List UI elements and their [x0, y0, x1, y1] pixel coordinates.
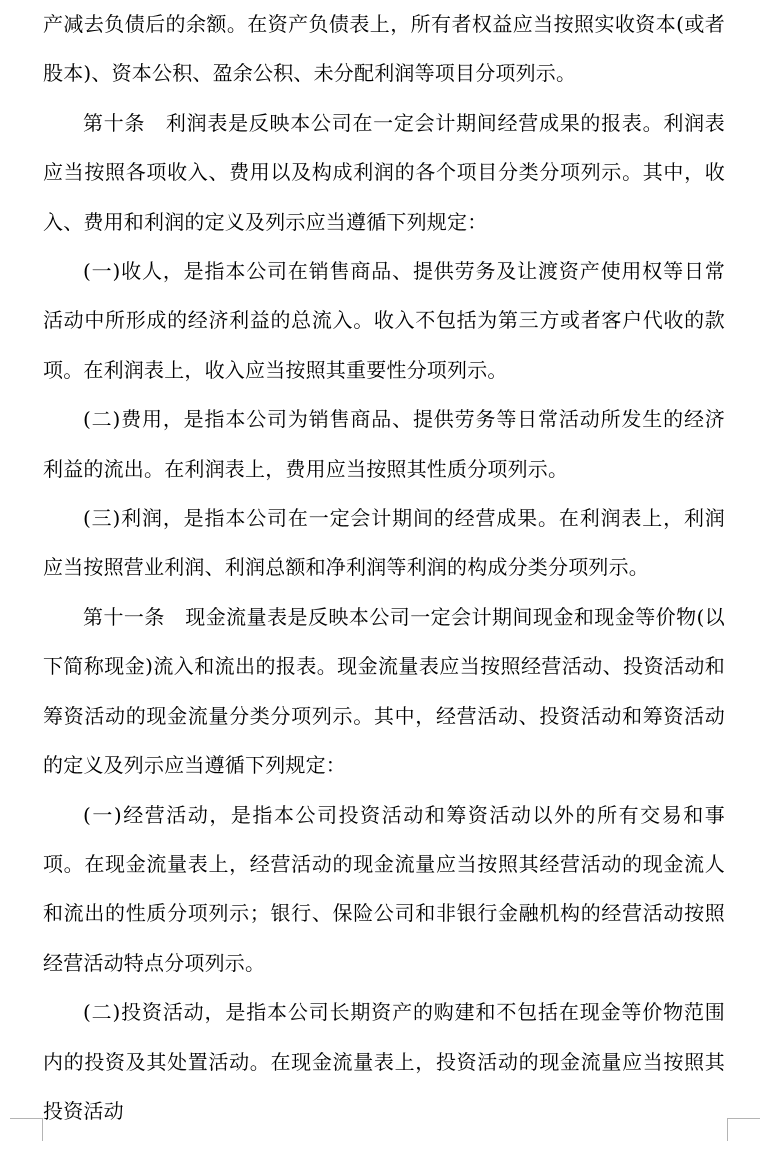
paragraph-article-11-item-1: (一)经营活动，是指本公司投资活动和筹资活动以外的所有交易和事项。在现金流量表上，经营活动的现金流量应当按照其经营活动的现金流人和流出的性质分项列示；银行、保险公司和非银行金融机构的经营活动按照经营活动特点分项列示。: [43, 802, 725, 975]
crop-mark-vertical-rule: [42, 1118, 43, 1141]
paragraph-article-10: 第十条 利润表是反映本公司在一定会计期间经营成果的报表。利润表应当按照各项收入、费用以及构成利润的各个项目分类分项列示。其中，收入、费用和利润的定义及列示应当遵循下列规定：: [43, 110, 725, 234]
paragraph-article-10-item-1: (一)收人，是指本公司在销售商品、提供劳务及让渡资产使用权等日常活动中所形成的经济利益的总流入。收入不包括为第三方或者客户代收的款项。在利润表上，收入应当按照其重要性分项列示。: [43, 259, 725, 382]
crop-mark-horizontal-rule: [727, 1118, 760, 1119]
document-body: [43, 0, 725, 1136]
crop-mark-vertical-rule: [727, 1118, 728, 1141]
paragraph-article-11-item-2: (二)投资活动，是指本公司长期资产的购建和不包括在现金等价物范围内的投资及其处置活动。在现金流量表上，投资活动的现金流量应当按照其投资活动: [43, 1000, 725, 1123]
paragraph-article-10-item-3: (三)利润，是指本公司在一定会计期间的经营成果。在利润表上，利润应当按照营业利润、利润总额和净利润等利润的构成分类分项列示。: [43, 506, 725, 580]
paragraph-article-11: 第十一条 现金流量表是反映本公司一定会计期间现金和现金等价物(以下简称现金)流入和流出的报表。现金流量表应当按照经营活动、投资活动和筹资活动的现金流量分类分项列示。其中，经营活动、投资活动和筹资活动的定义及列示应当遵循下列规定：: [43, 604, 725, 778]
paragraph-continuation-owners-equity: 产减去负债后的余额。在资产负债表上，所有者权益应当按照实收资本(或者股本)、资本公积、盈余公积、未分配利润等项目分项列示。: [43, 12, 725, 86]
bottom-right-crop-mark-icon: [727, 1118, 760, 1141]
paragraph-article-10-item-2: (二)费用，是指本公司为销售商品、提供劳务等日常活动所发生的经济利益的流出。在利润表上，费用应当按照其性质分项列示。: [43, 407, 725, 481]
bottom-left-crop-mark-icon: [10, 1118, 43, 1141]
crop-mark-horizontal-rule: [10, 1118, 43, 1119]
